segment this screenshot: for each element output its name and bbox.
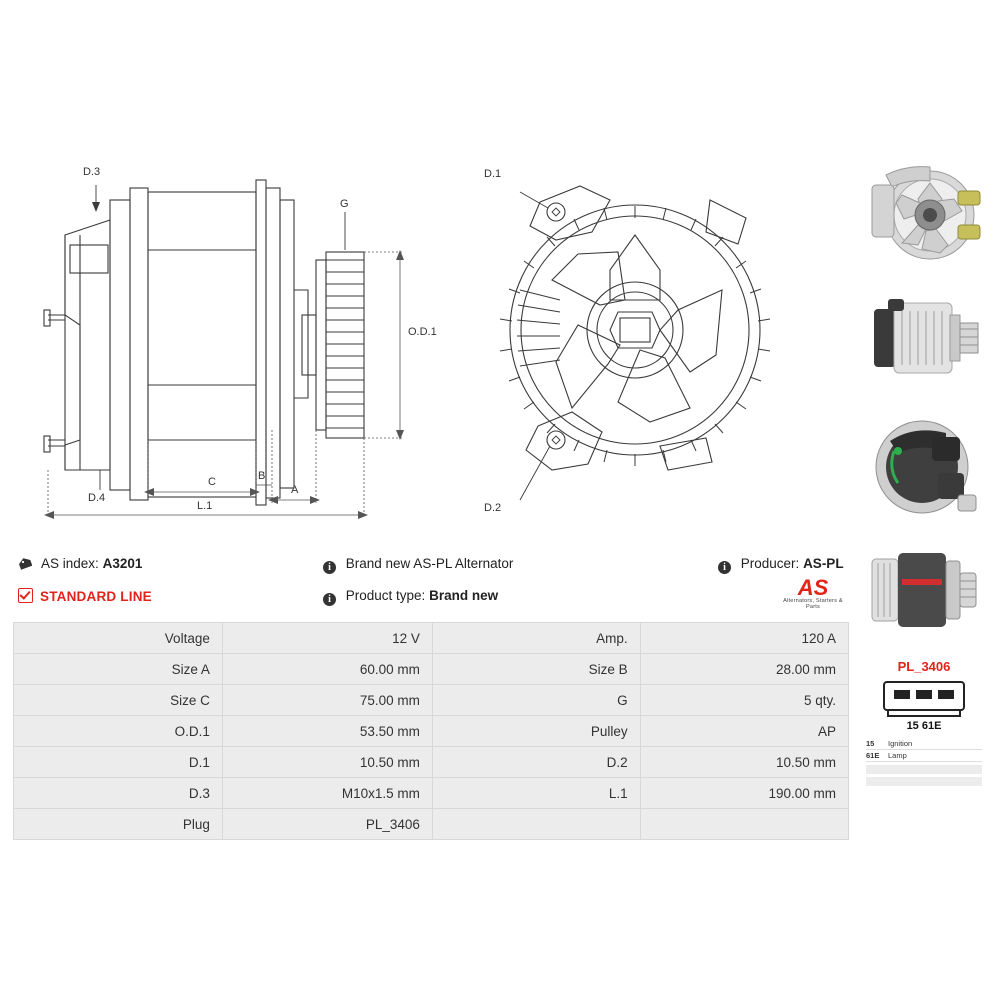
- product-type-line: [323, 588, 498, 606]
- spec-label: Size B: [432, 654, 640, 685]
- as-index-value: A3201: [102, 556, 143, 571]
- product-photo-side[interactable]: [858, 281, 990, 399]
- spec-value: 12 V: [222, 623, 432, 654]
- table-row: [14, 778, 849, 809]
- product-type-value: Brand new: [429, 588, 499, 603]
- plug-diagram: [878, 678, 970, 732]
- product-type-label: Product type:: [345, 588, 426, 603]
- info-icon: i: [323, 593, 336, 606]
- spec-label: Size C: [14, 685, 223, 716]
- label-g: G: [340, 198, 349, 210]
- spec-label: Pulley: [432, 716, 640, 747]
- spec-value: 60.00 mm: [222, 654, 432, 685]
- spec-value: 120 A: [640, 623, 848, 654]
- plug-pin-desc: Lamp: [888, 751, 907, 760]
- spec-value: 28.00 mm: [640, 654, 848, 685]
- specifications-table: [13, 622, 849, 840]
- spec-value: [640, 809, 848, 840]
- plug-pins-label: 15 61E: [906, 720, 942, 732]
- standard-line-badge: [18, 588, 152, 604]
- plug-pin-key: 61E: [866, 751, 880, 760]
- spec-label: Voltage: [14, 623, 223, 654]
- as-logo-text: AS: [797, 575, 829, 600]
- product-photo-rear[interactable]: [858, 407, 990, 525]
- spec-label: O.D.1: [14, 716, 223, 747]
- table-row: [14, 716, 849, 747]
- producer-line: [718, 556, 844, 574]
- spec-value: 10.50 mm: [640, 747, 848, 778]
- label-d3: D.3: [83, 166, 101, 178]
- legend-placeholder-bar: [866, 765, 982, 774]
- standard-line-label: STANDARD LINE: [40, 589, 152, 604]
- brand-new-text: Brand new AS-PL Alternator: [345, 556, 514, 571]
- label-l1: L.1: [197, 500, 213, 512]
- producer-label: Producer:: [740, 556, 800, 571]
- plug-pin-desc: Ignition: [888, 739, 913, 748]
- as-index-line: [18, 556, 142, 571]
- as-logo-tagline: Alternators, Starters & Parts: [783, 598, 843, 610]
- product-info-row: [18, 548, 848, 608]
- label-d2: D.2: [484, 502, 502, 514]
- table-row: [14, 685, 849, 716]
- spec-label: G: [432, 685, 640, 716]
- spec-value: 10.50 mm: [222, 747, 432, 778]
- plug-legend-row: [866, 738, 982, 750]
- label-c: C: [208, 476, 216, 488]
- as-pl-logo: [778, 575, 848, 610]
- product-photo-column: [858, 155, 990, 786]
- checkbox-icon: [18, 588, 33, 603]
- spec-label: D.1: [14, 747, 223, 778]
- label-a: A: [291, 484, 299, 496]
- label-od1: O.D.1: [408, 326, 437, 338]
- legend-placeholder-bar: [866, 777, 982, 786]
- label-d1: D.1: [484, 168, 502, 180]
- table-row: [14, 809, 849, 840]
- spec-label: Size A: [14, 654, 223, 685]
- tag-icon: [18, 557, 32, 570]
- producer-value: AS-PL: [803, 556, 844, 571]
- alternator-front-view-drawing: [460, 140, 800, 540]
- info-icon: i: [718, 561, 731, 574]
- plug-legend-row: [866, 750, 982, 762]
- spec-label: [432, 809, 640, 840]
- spec-value: M10x1.5 mm: [222, 778, 432, 809]
- label-b: B: [258, 470, 266, 482]
- info-icon: i: [323, 561, 336, 574]
- table-row: [14, 747, 849, 778]
- table-row: [14, 654, 849, 685]
- plug-legend: [866, 738, 982, 786]
- spec-label: L.1: [432, 778, 640, 809]
- spec-value: 5 qty.: [640, 685, 848, 716]
- spec-label: Plug: [14, 809, 223, 840]
- spec-value: 190.00 mm: [640, 778, 848, 809]
- spec-value: 75.00 mm: [222, 685, 432, 716]
- product-photo-front[interactable]: [858, 155, 990, 273]
- product-photo-profile[interactable]: [858, 533, 990, 651]
- plug-pin-key: 15: [866, 739, 875, 748]
- as-index-label: AS index:: [41, 556, 99, 571]
- spec-label: Amp.: [432, 623, 640, 654]
- plug-code-label: PL_3406: [897, 659, 951, 674]
- spec-label: D.2: [432, 747, 640, 778]
- spec-value: 53.50 mm: [222, 716, 432, 747]
- spec-value: AP: [640, 716, 848, 747]
- spec-value: PL_3406: [222, 809, 432, 840]
- table-row: [14, 623, 849, 654]
- spec-label: D.3: [14, 778, 223, 809]
- label-d4: D.4: [88, 492, 106, 504]
- technical-drawings: [0, 140, 850, 540]
- brand-new-line: [323, 556, 513, 574]
